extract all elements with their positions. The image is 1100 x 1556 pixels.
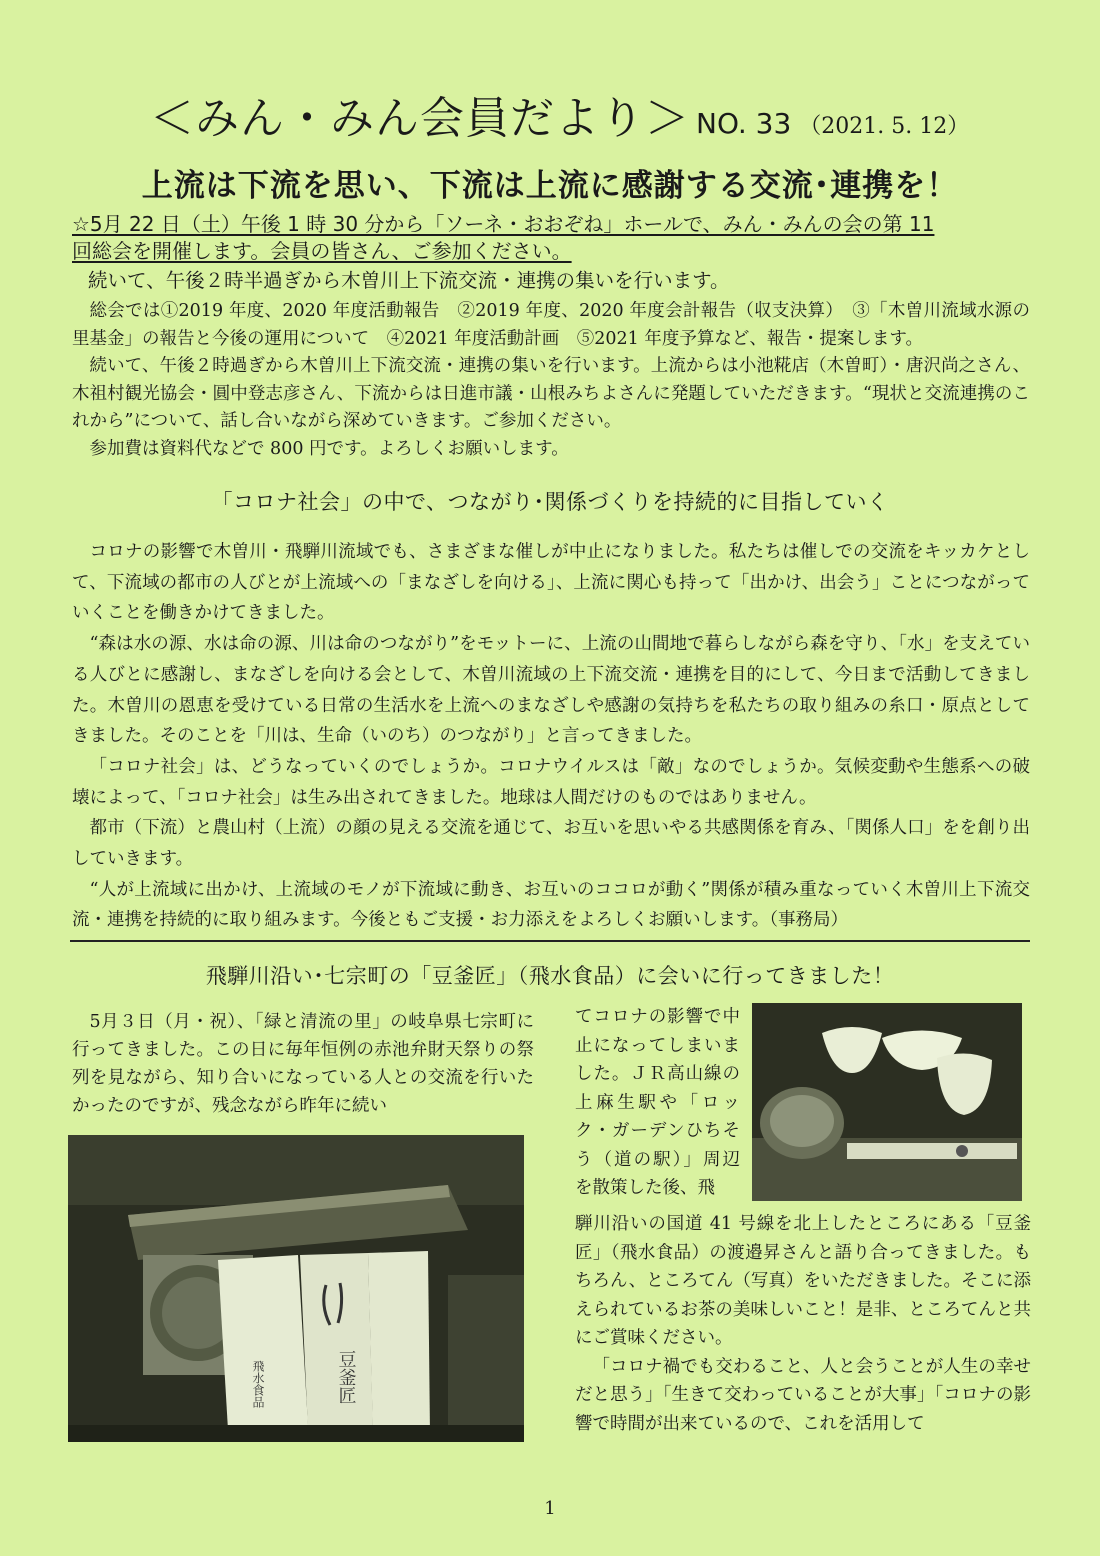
noren-small-label: 飛水食品 — [251, 1360, 265, 1408]
tokoroten-illustration — [752, 1003, 1022, 1201]
notice-line-1: ☆5月 22 日（土）午後 1 時 30 分から「ソーネ・おおぞね」ホールで、みん・みんの会の第 11 — [72, 212, 935, 236]
paragraph: 都市（下流）と農山村（上流）の顔の見える交流を通じて、お互いを思いやる共感関係を育み、「関係人口」をを創り出していきます。 — [72, 818, 1030, 870]
section-heading-corona: 「コロナ社会」の中で、つながり･関係づくりを持続的に目指していく — [211, 490, 889, 514]
fee-paragraph: 参加費は資料代などで 800 円です。よろしくお願いします。 — [89, 438, 569, 459]
visit-paragraph-quotes: 「コロナ禍でも交わること、人と会うことが人生の幸せだと思う」「生きて交わっていることが大事」「コロナの影響で時間が出来ているので、これを活用して — [575, 1356, 1031, 1434]
noren-label: 豆釜匠 — [335, 1350, 357, 1404]
page-number: 1 — [544, 1498, 556, 1519]
shop-entrance-photo — [68, 1135, 524, 1442]
meeting-notice — [72, 211, 1032, 265]
corona-section-body — [72, 537, 1030, 936]
notice-line-2: 回総会を開催します。会員の皆さん、ご参加ください。 — [72, 239, 572, 263]
visit-text-left — [72, 1008, 534, 1120]
masthead — [150, 82, 969, 146]
paragraph: “人が上流域に出かけ、上流域のモノが下流域に動き、お互いのココロが動く”関係が積み重なっていく木曽川上下流交流・連携を持続的に取り組みます。今後ともご支援・お力添えをよろしくお願いします。（事務局） — [72, 879, 1030, 931]
visit-paragraph-left: 5月３日（月・祝）、「緑と清流の里」の岐阜県七宗町に行ってきました。この日に毎年恒例の赤池弁財天祭りの祭列を見ながら、知り合いになっている人との交流を行いたかったのですが、残念ながら昨年に続い — [72, 1012, 534, 1116]
shop-entrance-illustration — [68, 1135, 524, 1442]
section-divider — [70, 940, 1030, 942]
issue-date: （2021. 5. 12） — [799, 114, 970, 139]
paragraph: コロナの影響で木曽川・飛騨川流域でも、さまざまな催しが中止になりました。私たちは催しでの交流をキッカケとして、下流域の都市の人びとが上流域への「まなざしを向ける」、上流に関心も持って「出かけ、出会う」ことにつながっていくことを働きかけてきました。 — [72, 542, 1030, 624]
visit-paragraph-mid: てコロナの影響で中止になってしまいました。ＪＲ高山線の上麻生駅や「ロック・ガーデンひちそう（道の駅）」周辺を散策した後、飛 — [575, 1007, 740, 1198]
notice-followup: 続いて、午後２時半過ぎから木曽川上下流交流・連携の集いを行います。 — [88, 269, 730, 292]
main-headline: 上流は下流を思い、下流は上流に感謝する交流･連携を！ — [141, 168, 959, 204]
paragraph: “森は水の源、水は命の源、川は命のつながり”をモットーに、上流の山間地で暮らしながら森を守り、「水」を支えている人びとに感謝し、まなざしを向ける会として、木曽川流域の上下流交流・連携を目的にして、今日まで活動してきました。木曽川の恩恵を受けている日常の生活水を上流へのまなざしや感謝の気持ちを私たちの取り組みの糸口・原点としてきました。そのことを「川は、生命（いのち）のつながり」と言ってきました。 — [72, 634, 1030, 747]
visit-text-wide — [575, 1210, 1031, 1438]
gathering-paragraph: 続いて、午後２時過ぎから木曽川上下流交流・連携の集いを行います。上流からは小池糀店（木曽町）・唐沢尚之さん、木祖村観光協会・圓中登志彦さん、下流からは日進市議・山根みちよさんに発題していただきます。“現状と交流連携のこれから”について、話し合いながら深めていきます。ご参加ください。 — [72, 356, 1030, 431]
paragraph: 「コロナ社会」は、どうなっていくのでしょうか。コロナウイルスは「敵」なのでしょうか。気候変動や生態系への破壊によって、「コロナ社会」は生み出されてきました。地球は人間だけのものではありません。 — [72, 756, 1030, 808]
tokoroten-photo — [752, 1003, 1022, 1201]
visit-text-mid — [575, 1003, 740, 1203]
issue-number: NO. 33 — [696, 107, 792, 140]
meeting-details — [72, 298, 1030, 463]
newsletter-title: ＜みん・みん会員だより＞ — [150, 93, 690, 144]
visit-paragraph-wide: 騨川沿いの国道 41 号線を北上したところにある「豆釜匠」（飛水食品）の渡邉昇さんと語り合ってきました。もちろん、ところてん（写真）をいただきました。そこに添えられているお茶の美味しいこと！是非、ところてんと共にご賞味ください。 — [575, 1214, 1031, 1348]
section-heading-visit: 飛騨川沿い･七宗町の「豆釜匠」（飛水食品）に会いに行ってきました！ — [205, 964, 895, 988]
agenda-paragraph: 総会では①2019 年度、2020 年度活動報告 ②2019 年度、2020 年度会計報告（収支決算） ③「木曽川流域水源の里基金」の報告と今後の運用について ④2021 年度活動計画 ⑤2021 年度予算など、報告・提案します。 — [72, 301, 1030, 349]
